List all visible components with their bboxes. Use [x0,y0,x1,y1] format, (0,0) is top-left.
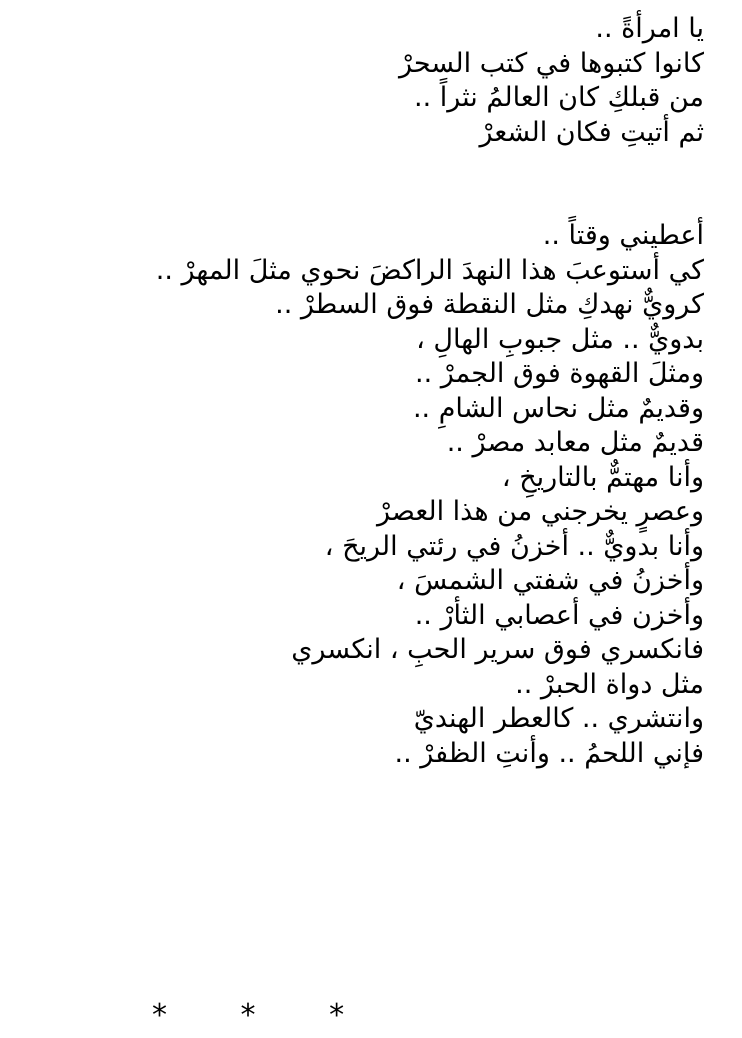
poem-line: كرويٌّ نهدكِ مثل النقطة فوق السطرْ .. [275,289,704,320]
poem-line: وأنا بدويٌّ .. أخزنُ في رئتي الريحَ ، [324,530,704,562]
poem-line: قديمٌ مثل معابد مصرْ .. [446,427,704,458]
stanza-gap [4,150,704,219]
poem-line: مثل دواة الحبرْ .. [515,668,704,700]
poem-line: ومثلَ القهوة فوق الجمرْ .. [415,358,704,389]
poem-line: من قبلكِ كان العالمُ نثراً .. [414,82,704,113]
section-separator: * * * [152,998,377,1033]
poem-text [4,12,704,771]
poem-line: وأخزنُ في شفتي الشمسَ ، [396,565,704,596]
poem-line: وقديمٌ مثل نحاس الشامِ .. [412,392,704,424]
poem-line: بدويٌّ .. مثل جبوبِ الهالِ ، [416,323,704,355]
poem-line: كانوا كتبوها في كتب السحرْ [398,47,704,79]
poem-line: وعصرٍ يخرجني من هذا العصرْ [377,496,704,527]
poem-line: فانكسري فوق سرير الحبِ ، انكسري [291,634,704,665]
poem-line: ثم أتيتِ فكان الشعرْ [479,116,704,148]
poem-line: أعطيني وقتاً .. [542,220,704,251]
poem-line: وأخزن في أعصابي الثأرْ .. [414,599,704,631]
poem-line: كي أستوعبَ هذا النهدَ الراكضَ نحوي مثلَ المهرْ .. [155,254,704,286]
poem-line: وأنا مهتمٌّ بالتاريخِ ، [501,461,704,493]
poem-line: يا امرأةً .. [595,13,704,44]
poem-line: وانتشري .. كالعطر الهنديّ [413,703,704,734]
poem-line: فإني اللحمُ .. وأنتِ الظفرْ .. [394,737,704,769]
